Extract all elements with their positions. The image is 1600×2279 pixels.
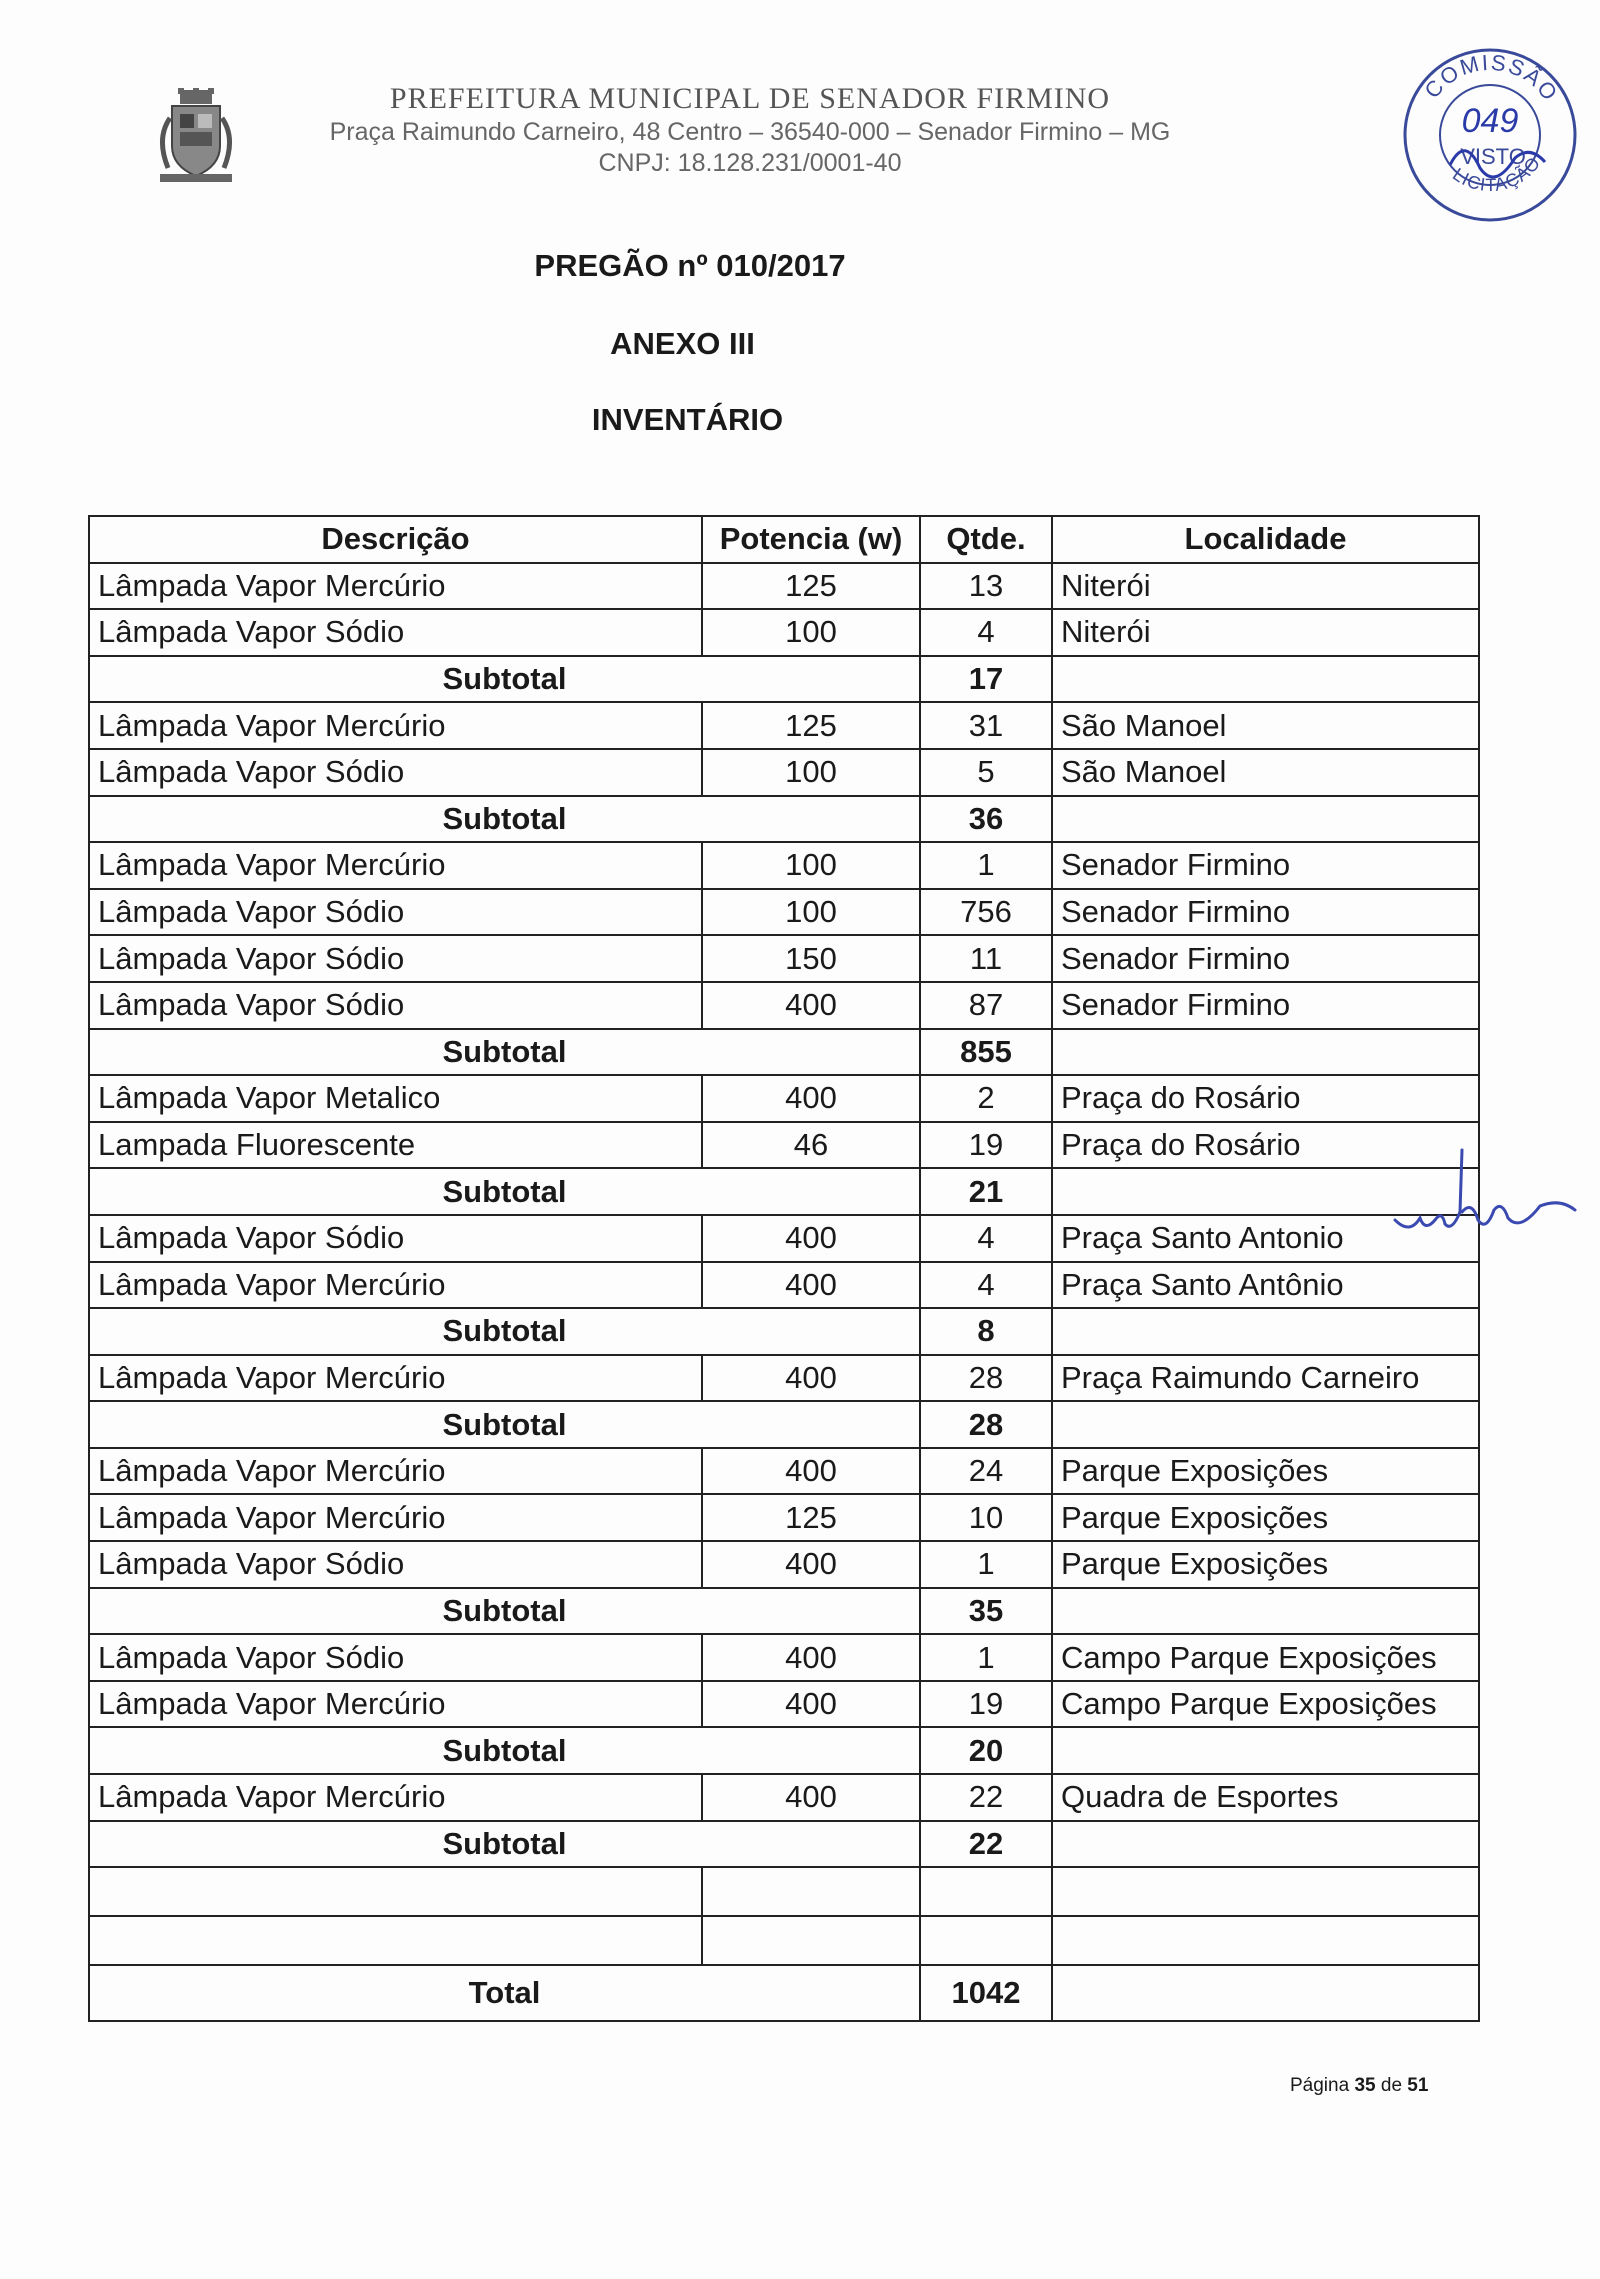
subtotal-value: 22 <box>920 1821 1052 1868</box>
cell-potencia: 100 <box>702 889 920 936</box>
handwritten-signature <box>1390 1140 1580 1260</box>
cell-descricao: Lâmpada Vapor Metalico <box>89 1075 702 1122</box>
header-localidade: Localidade <box>1052 516 1479 563</box>
cell-qtde: 756 <box>920 889 1052 936</box>
total-value: 1042 <box>920 1965 1052 2021</box>
commission-stamp <box>1395 40 1585 230</box>
subtotal-label: Subtotal <box>89 1727 920 1774</box>
table-row <box>89 1494 1479 1541</box>
cell-qtde: 31 <box>920 702 1052 749</box>
cell-qtde: 24 <box>920 1448 1052 1495</box>
subtotal-row <box>89 796 1479 843</box>
cell-potencia: 400 <box>702 1634 920 1681</box>
cell-descricao: Lâmpada Vapor Mercúrio <box>89 842 702 889</box>
cell-descricao: Lampada Fluorescente <box>89 1122 702 1169</box>
cell-localidade: Praça Santo Antonio <box>1052 1215 1479 1262</box>
table-row <box>89 702 1479 749</box>
header-qtde: Qtde. <box>920 516 1052 563</box>
table-row <box>89 1355 1479 1402</box>
cell-potencia: 400 <box>702 1774 920 1821</box>
cell-descricao: Lâmpada Vapor Sódio <box>89 1541 702 1588</box>
empty-cell <box>1052 1867 1479 1916</box>
cell-potencia: 400 <box>702 982 920 1029</box>
cell-potencia: 400 <box>702 1541 920 1588</box>
cell-localidade: Campo Parque Exposições <box>1052 1681 1479 1728</box>
cell-potencia: 100 <box>702 749 920 796</box>
page-number <box>1290 2075 1428 2097</box>
cell-localidade: São Manoel <box>1052 702 1479 749</box>
total-row <box>89 1965 1479 2021</box>
cell-potencia: 400 <box>702 1075 920 1122</box>
cell-localidade: Praça do Rosário <box>1052 1122 1479 1169</box>
cell-qtde: 4 <box>920 609 1052 656</box>
cell-qtde: 19 <box>920 1681 1052 1728</box>
cell-qtde: 2 <box>920 1075 1052 1122</box>
subtotal-label: Subtotal <box>89 1308 920 1355</box>
subtotal-value: 28 <box>920 1401 1052 1448</box>
stamp-top-text: COMISSÃO <box>1419 49 1564 107</box>
cell-potencia: 46 <box>702 1122 920 1169</box>
cell-qtde: 28 <box>920 1355 1052 1402</box>
inventario-title: INVENTÁRIO <box>591 402 784 437</box>
cell-localidade: Praça do Rosário <box>1052 1075 1479 1122</box>
municipal-crest-logo <box>150 88 242 188</box>
cell-potencia: 150 <box>702 935 920 982</box>
empty-cell <box>702 1916 920 1965</box>
empty-cell <box>1052 1727 1479 1774</box>
table-row <box>89 1774 1479 1821</box>
inventory-table <box>88 515 1480 2022</box>
subtotal-value: 20 <box>920 1727 1052 1774</box>
letterhead <box>300 82 1200 178</box>
page-current: 35 <box>1354 2075 1376 2096</box>
cell-localidade: Senador Firmino <box>1052 935 1479 982</box>
blank-row <box>89 1916 1479 1965</box>
address-line: Praça Raimundo Carneiro, 48 Centro – 36540-000 – Senador Firmino – MG <box>329 118 1171 146</box>
cell-qtde: 4 <box>920 1262 1052 1309</box>
cell-qtde: 4 <box>920 1215 1052 1262</box>
empty-cell <box>1052 1821 1479 1868</box>
cell-potencia: 100 <box>702 609 920 656</box>
subtotal-row <box>89 1401 1479 1448</box>
empty-cell <box>702 1867 920 1916</box>
cell-localidade: Senador Firmino <box>1052 982 1479 1029</box>
organization-name: PREFEITURA MUNICIPAL DE SENADOR FIRMINO <box>389 82 1111 115</box>
table-row <box>89 1122 1479 1169</box>
page-label: Página <box>1290 2075 1350 2096</box>
cell-potencia: 400 <box>702 1448 920 1495</box>
cell-localidade: Campo Parque Exposições <box>1052 1634 1479 1681</box>
stamp-visto: VISTO <box>1460 144 1526 169</box>
cell-descricao: Lâmpada Vapor Mercúrio <box>89 563 702 610</box>
subtotal-row <box>89 1727 1479 1774</box>
subtotal-label: Subtotal <box>89 796 920 843</box>
cell-localidade: Quadra de Esportes <box>1052 1774 1479 1821</box>
table-row <box>89 842 1479 889</box>
cell-qtde: 5 <box>920 749 1052 796</box>
empty-cell <box>1052 1401 1479 1448</box>
cell-potencia: 125 <box>702 1494 920 1541</box>
cell-potencia: 125 <box>702 563 920 610</box>
cell-potencia: 100 <box>702 842 920 889</box>
empty-cell <box>1052 1916 1479 1965</box>
cell-qtde: 22 <box>920 1774 1052 1821</box>
table-row <box>89 1448 1479 1495</box>
cell-descricao: Lâmpada Vapor Mercúrio <box>89 1355 702 1402</box>
cell-qtde: 11 <box>920 935 1052 982</box>
cell-qtde: 10 <box>920 1494 1052 1541</box>
cell-descricao: Lâmpada Vapor Sódio <box>89 1215 702 1262</box>
table-row <box>89 1634 1479 1681</box>
cell-qtde: 1 <box>920 842 1052 889</box>
cell-qtde: 13 <box>920 563 1052 610</box>
empty-cell <box>1052 1308 1479 1355</box>
cell-localidade: São Manoel <box>1052 749 1479 796</box>
blank-row <box>89 1867 1479 1916</box>
cell-localidade: Senador Firmino <box>1052 889 1479 936</box>
stamp-bottom-text: LICITAÇÃO <box>1449 152 1545 196</box>
cell-descricao: Lâmpada Vapor Sódio <box>89 749 702 796</box>
subtotal-label: Subtotal <box>89 1029 920 1076</box>
page-total: 51 <box>1407 2075 1429 2096</box>
cell-qtde: 87 <box>920 982 1052 1029</box>
cell-localidade: Praça Santo Antônio <box>1052 1262 1479 1309</box>
cell-potencia: 400 <box>702 1262 920 1309</box>
svg-text:COMISSÃO <box>1419 50 1563 107</box>
cnpj-line: CNPJ: 18.128.231/0001-40 <box>598 149 902 177</box>
cell-descricao: Lâmpada Vapor Sódio <box>89 982 702 1029</box>
table-row <box>89 749 1479 796</box>
table-row <box>89 1262 1479 1309</box>
empty-cell <box>1052 1588 1479 1635</box>
cell-localidade: Niterói <box>1052 563 1479 610</box>
header-potencia: Potencia (w) <box>702 516 920 563</box>
cell-descricao: Lâmpada Vapor Mercúrio <box>89 1774 702 1821</box>
subtotal-row <box>89 1029 1479 1076</box>
anexo-title: ANEXO III <box>610 326 755 361</box>
subtotal-row <box>89 1821 1479 1868</box>
subtotal-value: 35 <box>920 1588 1052 1635</box>
subtotal-row <box>89 1308 1479 1355</box>
stamp-number: 049 <box>1461 102 1519 140</box>
cell-localidade: Parque Exposições <box>1052 1494 1479 1541</box>
table-row <box>89 563 1479 610</box>
subtotal-label: Subtotal <box>89 1401 920 1448</box>
subtotal-label: Subtotal <box>89 1168 920 1215</box>
cell-localidade: Niterói <box>1052 609 1479 656</box>
subtotal-label: Subtotal <box>89 1821 920 1868</box>
cell-descricao: Lâmpada Vapor Mercúrio <box>89 702 702 749</box>
cell-potencia: 125 <box>702 702 920 749</box>
subtotal-row <box>89 1168 1479 1215</box>
cell-qtde: 1 <box>920 1541 1052 1588</box>
empty-cell <box>1052 1029 1479 1076</box>
table-row <box>89 889 1479 936</box>
cell-descricao: Lâmpada Vapor Mercúrio <box>89 1681 702 1728</box>
empty-cell <box>1052 796 1479 843</box>
empty-cell <box>89 1867 702 1916</box>
subtotal-value: 21 <box>920 1168 1052 1215</box>
cell-potencia: 400 <box>702 1355 920 1402</box>
cell-descricao: Lâmpada Vapor Sódio <box>89 935 702 982</box>
table-row <box>89 982 1479 1029</box>
cell-localidade: Parque Exposições <box>1052 1541 1479 1588</box>
cell-descricao: Lâmpada Vapor Mercúrio <box>89 1494 702 1541</box>
subtotal-label: Subtotal <box>89 656 920 703</box>
cell-potencia: 400 <box>702 1681 920 1728</box>
cell-localidade: Praça Raimundo Carneiro <box>1052 1355 1479 1402</box>
table-row <box>89 1541 1479 1588</box>
pregao-title: PREGÃO nº 010/2017 <box>534 248 846 283</box>
subtotal-value: 17 <box>920 656 1052 703</box>
cell-potencia: 400 <box>702 1215 920 1262</box>
empty-cell <box>1052 656 1479 703</box>
cell-qtde: 1 <box>920 1634 1052 1681</box>
cell-descricao: Lâmpada Vapor Mercúrio <box>89 1262 702 1309</box>
table-header-row <box>89 516 1479 563</box>
cell-descricao: Lâmpada Vapor Sódio <box>89 889 702 936</box>
cell-localidade: Parque Exposições <box>1052 1448 1479 1495</box>
subtotal-value: 36 <box>920 796 1052 843</box>
subtotal-row <box>89 1588 1479 1635</box>
table-row <box>89 609 1479 656</box>
table-row <box>89 1681 1479 1728</box>
empty-cell <box>89 1916 702 1965</box>
total-label: Total <box>89 1965 920 2021</box>
cell-qtde: 19 <box>920 1122 1052 1169</box>
cell-descricao: Lâmpada Vapor Mercúrio <box>89 1448 702 1495</box>
empty-cell <box>920 1916 1052 1965</box>
table-row <box>89 935 1479 982</box>
page-of: de <box>1380 2075 1403 2096</box>
empty-cell <box>1052 1965 1479 2021</box>
empty-cell <box>920 1867 1052 1916</box>
subtotal-label: Subtotal <box>89 1588 920 1635</box>
subtotal-value: 8 <box>920 1308 1052 1355</box>
subtotal-value: 855 <box>920 1029 1052 1076</box>
cell-localidade: Senador Firmino <box>1052 842 1479 889</box>
table-row <box>89 1215 1479 1262</box>
subtotal-row <box>89 656 1479 703</box>
cell-descricao: Lâmpada Vapor Sódio <box>89 609 702 656</box>
cell-descricao: Lâmpada Vapor Sódio <box>89 1634 702 1681</box>
header-descricao: Descrição <box>89 516 702 563</box>
table-row <box>89 1075 1479 1122</box>
